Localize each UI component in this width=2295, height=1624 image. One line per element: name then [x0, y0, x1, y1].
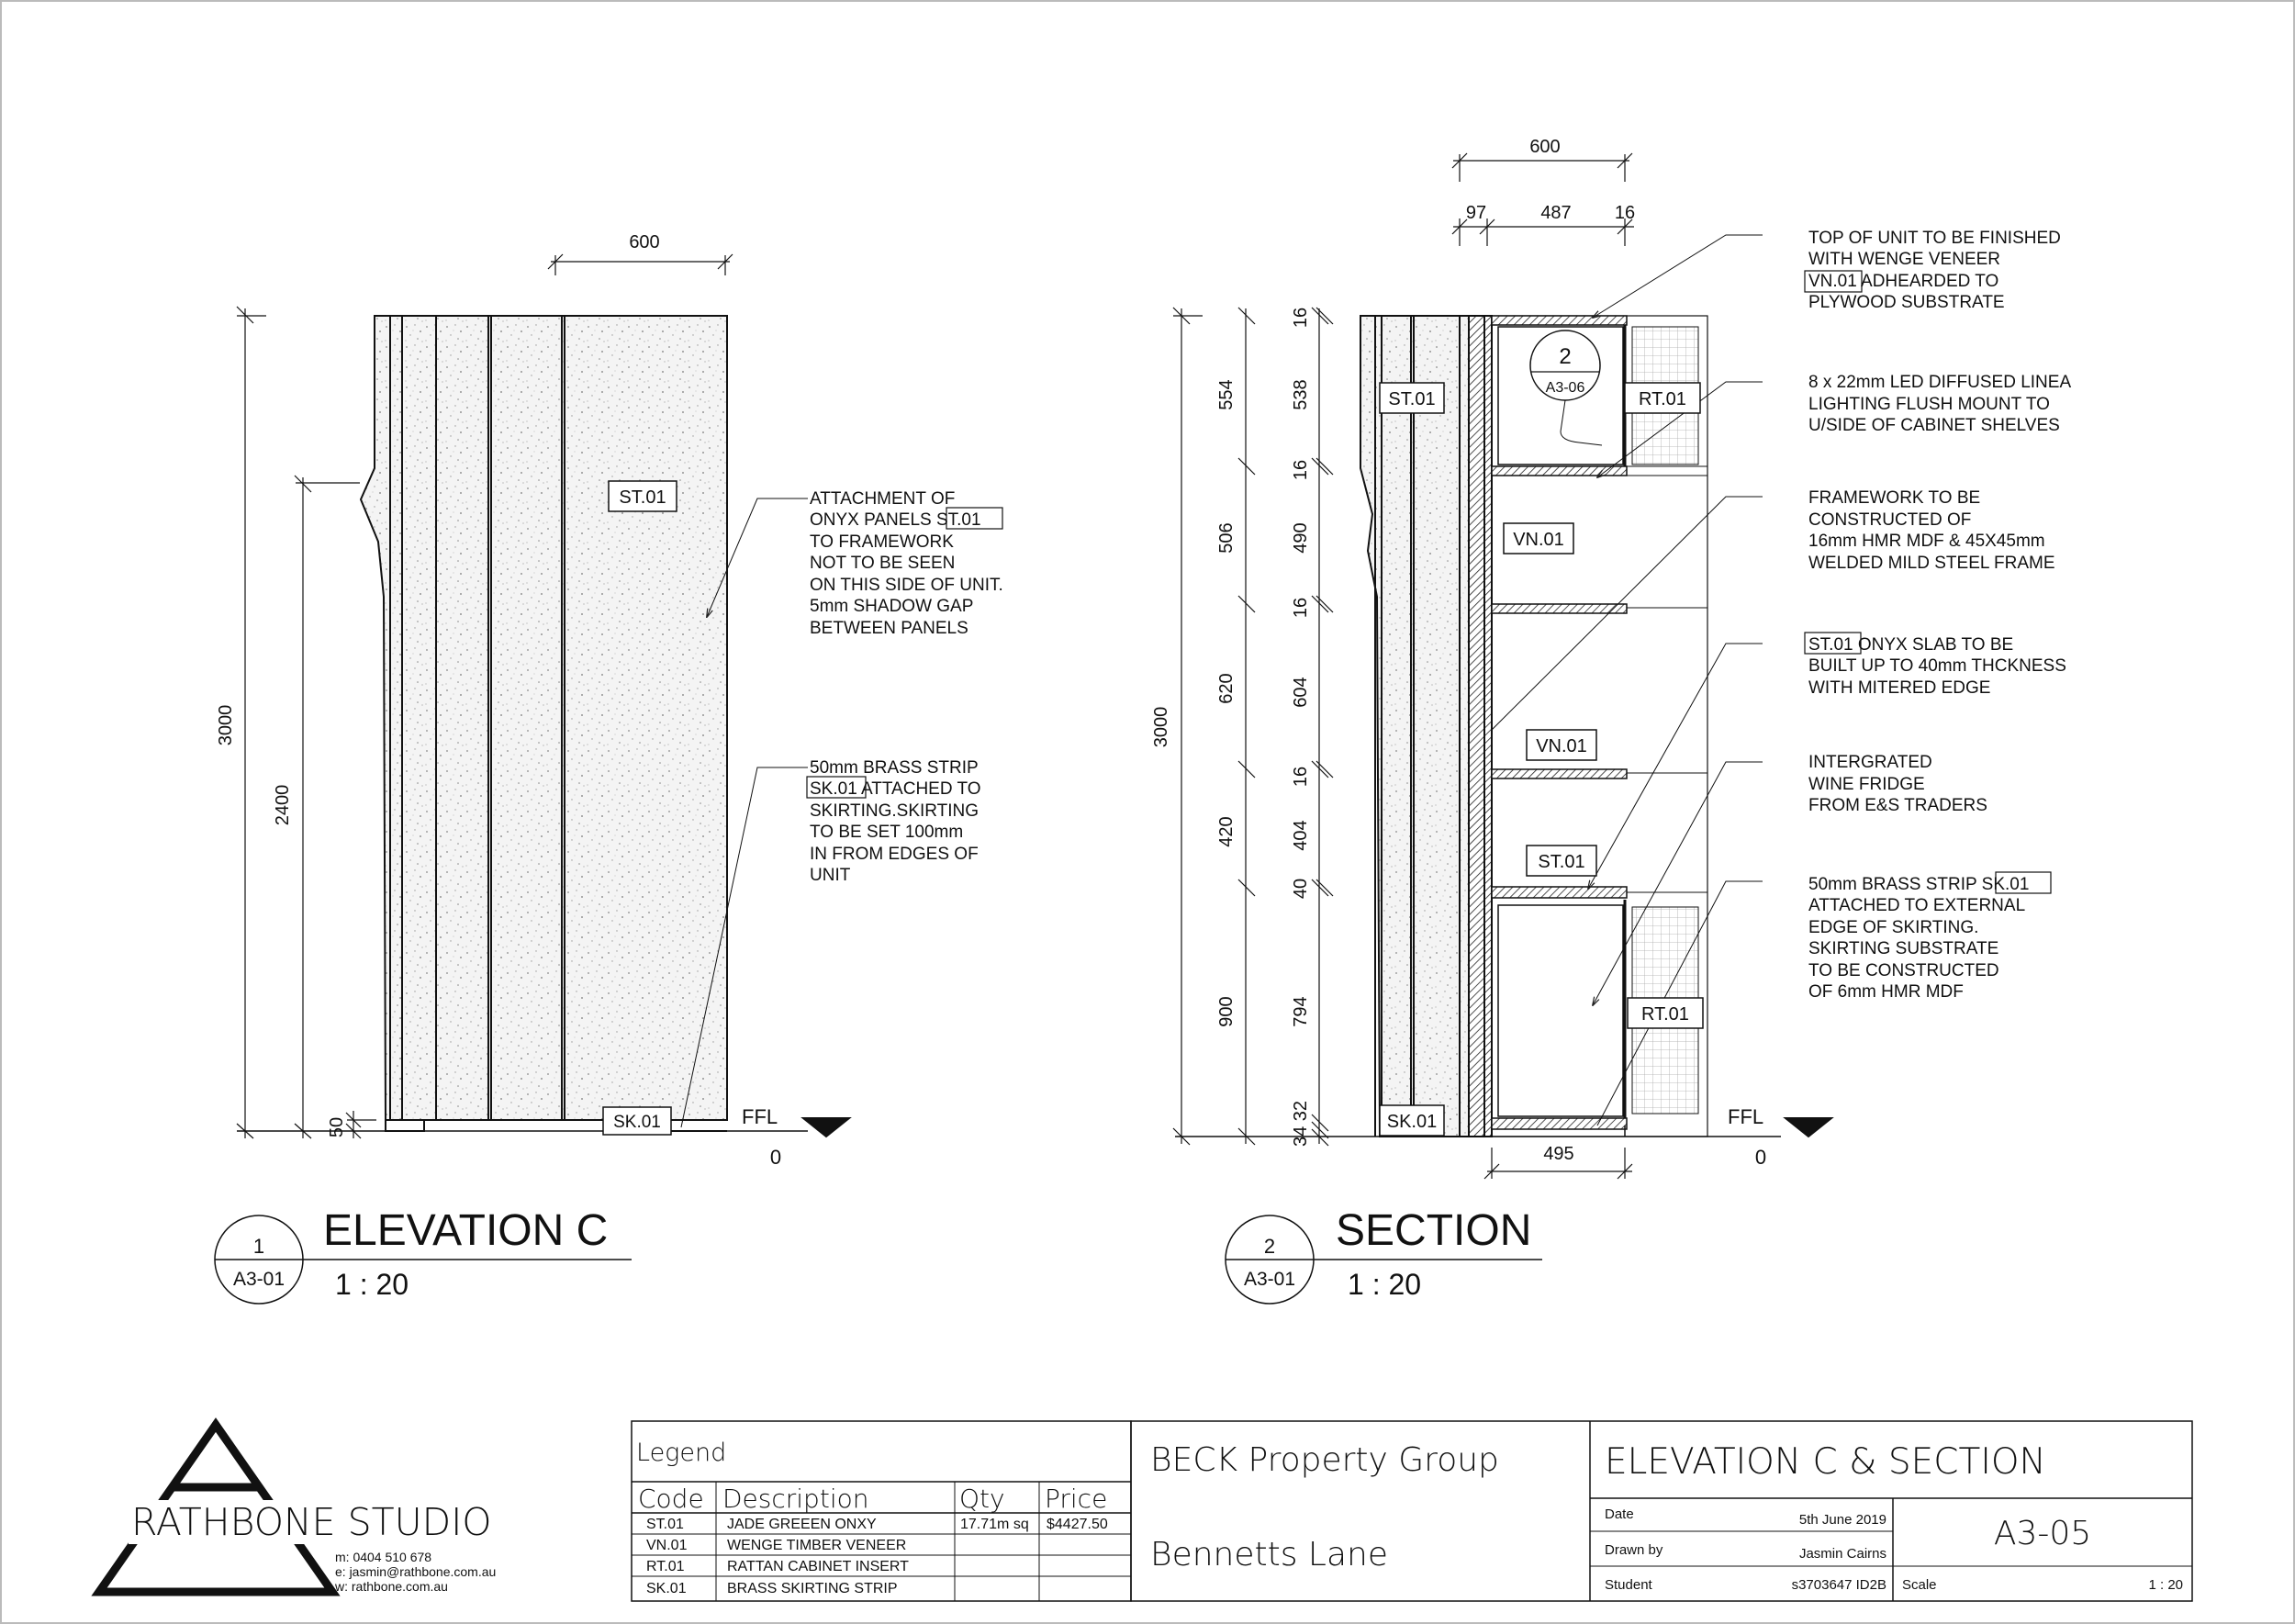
- section-dim-16: 16: [1614, 203, 1636, 223]
- svg-text:SK.01: SK.01: [1386, 1112, 1438, 1132]
- legend-header-price: Price: [1045, 1484, 1108, 1514]
- elevation-tag-st: ST.01: [619, 487, 666, 508]
- legend-row-desc: JADE GREEEN ONXY: [727, 1517, 877, 1532]
- svg-text:604: 604: [1291, 677, 1311, 708]
- student-label: Student: [1605, 1577, 1652, 1593]
- section-dim-top: 600: [1529, 137, 1561, 157]
- legend-header-description: Description: [722, 1484, 869, 1514]
- svg-text:50mm BRASS STRIP: 50mm BRASS STRIP: [810, 758, 979, 778]
- svg-text:SKIRTING.SKIRTING: SKIRTING.SKIRTING: [810, 801, 980, 821]
- logo-phone: m: 0404 510 678: [335, 1550, 432, 1564]
- svg-text:490: 490: [1291, 522, 1311, 554]
- svg-text:WELDED MILD STEEL FRAME: WELDED MILD STEEL FRAME: [1808, 554, 2055, 573]
- elevation-dim-2400: 2400: [273, 784, 293, 826]
- title-block: [1131, 1421, 2192, 1601]
- tag-boxes: [603, 383, 1703, 1136]
- svg-text:NOT TO BE SEEN: NOT TO BE SEEN: [810, 554, 956, 573]
- section-scale: 1 : 20: [1348, 1268, 1422, 1301]
- elevation-dim-top: 600: [629, 232, 660, 252]
- svg-text:TOP OF UNIT TO BE FINISHED: TOP OF UNIT TO BE FINISHED: [1808, 229, 2061, 248]
- elevation-zero: 0: [769, 1146, 782, 1169]
- svg-text:EDGE OF SKIRTING.: EDGE OF SKIRTING.: [1808, 918, 1979, 937]
- section-inner-dims: [1291, 308, 1311, 1147]
- elevation-ref-num: 1: [252, 1235, 265, 1258]
- legend-table: [632, 1421, 1131, 1601]
- svg-text:BETWEEN PANELS: BETWEEN PANELS: [810, 619, 968, 638]
- svg-text:16mm HMR MDF & 45X45mm: 16mm HMR MDF & 45X45mm: [1808, 532, 2045, 551]
- svg-text:ST.01: ST.01: [1388, 389, 1436, 409]
- drawn-label: Drawn by: [1605, 1542, 1663, 1558]
- legend-title: Legend: [636, 1439, 727, 1467]
- svg-text:900: 900: [1216, 996, 1237, 1027]
- svg-text:506: 506: [1216, 522, 1237, 554]
- svg-text:34 32: 34 32: [1291, 1100, 1311, 1148]
- logo-name: RATHBONE STUDIO: [131, 1500, 492, 1544]
- drawn-value: Jasmin Cairns: [1798, 1546, 1886, 1562]
- svg-text:UNIT: UNIT: [810, 866, 851, 885]
- svg-text:CONSTRUCTED OF: CONSTRUCTED OF: [1808, 510, 1972, 530]
- rathbone-logo: [99, 1425, 496, 1594]
- logo-email: e: jasmin@rathbone.com.au: [335, 1564, 497, 1579]
- svg-text:VN.01 ADHEARDED TO: VN.01 ADHEARDED TO: [1808, 272, 1999, 291]
- svg-text:U/SIDE OF CABINET SHELVES: U/SIDE OF CABINET SHELVES: [1808, 416, 2060, 435]
- elevation-ffl: FFL: [742, 1105, 778, 1128]
- svg-text:16: 16: [1291, 307, 1311, 329]
- svg-text:FRAMEWORK TO BE: FRAMEWORK TO BE: [1808, 488, 1981, 508]
- svg-text:50mm BRASS STRIP SK.01: 50mm BRASS STRIP SK.01: [1808, 875, 2030, 894]
- svg-text:LIGHTING FLUSH MOUNT TO: LIGHTING FLUSH MOUNT TO: [1808, 395, 2050, 414]
- svg-text:SKIRTING SUBSTRATE: SKIRTING SUBSTRATE: [1808, 939, 1999, 958]
- svg-text:VN.01: VN.01: [1513, 530, 1564, 550]
- section-dim-495: 495: [1543, 1144, 1574, 1164]
- svg-text:WITH MITERED EDGE: WITH MITERED EDGE: [1808, 678, 1991, 698]
- elevation-note-1: [810, 489, 1003, 638]
- legend-header-code: Code: [638, 1484, 704, 1514]
- logo-web: w: rathbone.com.au: [335, 1579, 448, 1594]
- legend-row-code: ST.01: [646, 1517, 684, 1532]
- elevation-scale: 1 : 20: [335, 1268, 409, 1301]
- svg-text:TO BE SET 100mm: TO BE SET 100mm: [810, 823, 964, 842]
- client-name: BECK Property Group: [1150, 1441, 1499, 1479]
- svg-text:RT.01: RT.01: [1639, 389, 1686, 409]
- svg-text:ATTACHMENT OF: ATTACHMENT OF: [810, 489, 956, 509]
- section-ffl: FFL: [1728, 1105, 1764, 1128]
- svg-text:PLYWOOD SUBSTRATE: PLYWOOD SUBSTRATE: [1808, 293, 2005, 312]
- legend-row-code: VN.01: [646, 1538, 688, 1553]
- sheet-number: A3-05: [1993, 1515, 2092, 1552]
- svg-text:VN.01: VN.01: [1536, 736, 1587, 756]
- svg-text:794: 794: [1291, 996, 1311, 1027]
- svg-text:554: 554: [1216, 379, 1237, 410]
- svg-text:INTERGRATED: INTERGRATED: [1808, 753, 1932, 772]
- svg-text:WINE FRIDGE: WINE FRIDGE: [1808, 775, 1925, 794]
- section-ref-num: 2: [1263, 1235, 1276, 1258]
- section-dim-97: 97: [1465, 203, 1487, 223]
- section-dim-height: 3000: [1151, 706, 1171, 748]
- svg-text:ST.01 ONYX SLAB TO BE: ST.01 ONYX SLAB TO BE: [1808, 635, 2014, 655]
- svg-text:8 x 22mm LED DIFFUSED LINEA: 8 x 22mm LED DIFFUSED LINEA: [1808, 373, 2072, 392]
- date-value: 5th June 2019: [1798, 1512, 1886, 1528]
- legend-row-code: RT.01: [646, 1559, 685, 1574]
- section-dim-487: 487: [1540, 203, 1572, 223]
- svg-text:5mm SHADOW GAP: 5mm SHADOW GAP: [810, 597, 974, 616]
- svg-text:ON THIS SIDE OF UNIT.: ON THIS SIDE OF UNIT.: [810, 576, 1003, 595]
- section-zero: 0: [1754, 1146, 1767, 1169]
- section-notes: [1808, 229, 2071, 1002]
- svg-text:TO BE CONSTRUCTED: TO BE CONSTRUCTED: [1808, 961, 1999, 980]
- svg-text:FROM E&S TRADERS: FROM E&S TRADERS: [1808, 796, 1987, 815]
- svg-text:ONYX PANELS ST.01: ONYX PANELS ST.01: [810, 510, 981, 530]
- svg-text:TO FRAMEWORK: TO FRAMEWORK: [810, 532, 954, 552]
- svg-text:538: 538: [1291, 379, 1311, 410]
- legend-header-qty: Qty: [959, 1484, 1005, 1514]
- legend-row-qty: 17.71m sq: [960, 1517, 1029, 1532]
- legend-row-desc: BRASS SKIRTING STRIP: [727, 1581, 898, 1596]
- svg-text:IN FROM EDGES OF: IN FROM EDGES OF: [810, 845, 979, 864]
- svg-text:16: 16: [1291, 459, 1311, 481]
- svg-text:BUILT UP TO 40mm THCKNESS: BUILT UP TO 40mm THCKNESS: [1808, 656, 2066, 676]
- svg-text:SK.01 ATTACHED TO: SK.01 ATTACHED TO: [810, 779, 981, 799]
- section-ref-sheet: A3-01: [1243, 1269, 1296, 1290]
- sheet-title: ELEVATION C & SECTION: [1605, 1441, 2046, 1483]
- date-label: Date: [1605, 1506, 1634, 1522]
- legend-row-code: SK.01: [646, 1581, 687, 1596]
- svg-text:ST.01: ST.01: [1538, 852, 1585, 872]
- elevation-dim-height: 3000: [216, 704, 236, 746]
- elevation-note-2: [810, 758, 981, 885]
- svg-text:ATTACHED TO EXTERNAL: ATTACHED TO EXTERNAL: [1808, 896, 2026, 915]
- elevation-dim-50: 50: [327, 1116, 347, 1138]
- scale-value: 1 : 20: [2148, 1577, 2183, 1593]
- scale-label: Scale: [1902, 1577, 1937, 1593]
- project-name: Bennetts Lane: [1150, 1536, 1389, 1574]
- section-title: SECTION: [1336, 1206, 1532, 1255]
- svg-text:OF 6mm HMR MDF: OF 6mm HMR MDF: [1808, 982, 1964, 1002]
- svg-text:420: 420: [1216, 816, 1237, 847]
- elevation-title: ELEVATION C: [323, 1206, 609, 1255]
- elevation-ref-sheet: A3-01: [232, 1269, 285, 1290]
- svg-text:620: 620: [1216, 673, 1237, 704]
- legend-row-desc: RATTAN CABINET INSERT: [727, 1559, 909, 1574]
- svg-text:16: 16: [1291, 597, 1311, 619]
- elevation-c-drawing: [215, 254, 849, 1304]
- legend-row-price: $4427.50: [1047, 1517, 1108, 1532]
- legend-row-desc: WENGE TIMBER VENEER: [727, 1538, 907, 1553]
- section-detail-sheet: A3-06: [1545, 380, 1585, 396]
- svg-text:WITH WENGE VENEER: WITH WENGE VENEER: [1808, 250, 2001, 269]
- elevation-tag-sk: SK.01: [613, 1113, 661, 1132]
- student-value: s3703647 ID2B: [1791, 1577, 1886, 1593]
- svg-text:40: 40: [1291, 878, 1311, 900]
- section-outer-dims: [1216, 379, 1237, 1026]
- svg-text:RT.01: RT.01: [1641, 1004, 1689, 1025]
- svg-text:404: 404: [1291, 820, 1311, 851]
- svg-text:16: 16: [1291, 766, 1311, 788]
- section-detail-num: 2: [1559, 344, 1572, 369]
- section-drawing: [1173, 153, 1831, 1304]
